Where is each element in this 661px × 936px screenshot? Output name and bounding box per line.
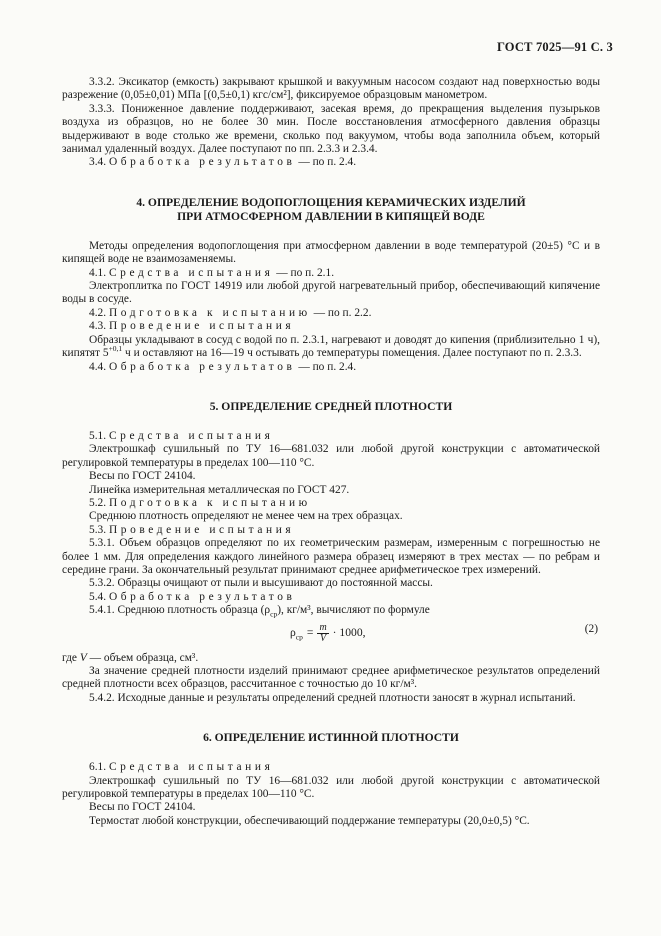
clause-number: 4.1.	[89, 266, 107, 279]
formula-number: (2)	[584, 622, 598, 635]
paragraph-5-3	[62, 524, 600, 537]
clause-heading: Средства испытания	[108, 266, 274, 279]
paragraph-4-3-text: Образцы укладывают в сосуд с водой по п. 2.3.1, нагревают и доводят до кипения (приблизительно 1 ч), кипятят $5^{+0,1}$ ч и оставляют на 16—19 ч остывать до температуры помещения. Далее поступают по п. 2.3.3.	[62, 333, 600, 360]
clause-number: 5.3.	[89, 523, 107, 536]
paragraph-5-4-1-text: За значение средней плотности изделий принимают среднее арифметическое результатов определений средней плотности всех образцов, рассчитанное с точностью до 10 кг/м³.	[62, 665, 600, 691]
formula-2	[62, 620, 600, 648]
clause-heading: Средства испытания	[108, 761, 274, 774]
section-4-title-line2: ПРИ АТМОСФЕРНОМ ДАВЛЕНИИ В КИПЯЩЕЙ ВОДЕ	[177, 209, 485, 223]
document-body	[62, 76, 600, 828]
paragraph-4-2	[62, 307, 600, 320]
formula-expression: $\rho_{ср}$ = $\frac{m}{V}$ · 1000,	[290, 621, 366, 644]
paragraph-5-4-2: 5.4.2. Исходные данные и результаты определений средней плотности заносят в журнал испытаний.	[89, 691, 576, 704]
paragraph-5-1-text2: Весы по ГОСТ 24104.	[89, 470, 196, 483]
paragraph-5-1-text1: Электрошкаф сушильный по ТУ 16—681.032 или любой другой конструкции с автоматической регулировкой температуры в пределах 100—110 °С.	[62, 443, 600, 469]
clause-reference: — по п. 2.4.	[298, 156, 357, 169]
section-4-intro: Методы определения водопоглощения при атмосферном давлении в воде температурой (20±5) °С и в кипящей воде не взаимозаменяемы.	[62, 239, 600, 266]
section-5-title: 5. ОПРЕДЕЛЕНИЕ СРЕДНЕЙ ПЛОТНОСТИ	[209, 399, 453, 413]
section-6-title: 6. ОПРЕДЕЛЕНИЕ ИСТИННОЙ ПЛОТНОСТИ	[203, 731, 459, 745]
clause-number: 6.1.	[89, 761, 107, 774]
clause-reference: — по п. 2.1.	[276, 266, 335, 279]
paragraph-5-1-text3: Линейка измерительная металлическая по ГОСТ 427.	[89, 483, 350, 496]
paragraph-5-2-text: Среднюю плотность определяют не менее чем на трех образцах.	[89, 510, 403, 523]
section-4-title-line1: 4. ОПРЕДЕЛЕНИЕ ВОДОПОГЛОЩЕНИЯ КЕРАМИЧЕСКИХ ИЗДЕЛИЙ	[136, 195, 526, 209]
paragraph-5-4	[62, 591, 600, 604]
paragraph-4-4	[62, 361, 600, 374]
clause-reference: — по п. 2.4.	[298, 360, 357, 373]
clause-heading: Средства испытания	[108, 429, 274, 442]
clause-number: 4.2.	[89, 306, 107, 319]
paragraph-6-1-text1: Электрошкаф сушильный по ТУ 16—681.032 или любой другой конструкции с автоматической регулировкой температуры в пределах 100—110 °С.	[62, 774, 600, 801]
clause-heading: Проведение испытания	[108, 523, 295, 536]
formula-fraction: $\frac{m}{V}$	[319, 621, 327, 644]
clause-heading: Подготовка к испытанию	[108, 496, 311, 509]
paragraph-5-3-2: 5.3.2. Образцы очищают от пыли и высушивают до постоянной массы.	[89, 577, 433, 590]
paragraph-6-1-text3: Термостат любой конструкции, обеспечивающий поддержание температуры (20,0±0,5) °С.	[89, 814, 530, 827]
clause-heading: Проведение испытания	[108, 320, 295, 333]
clause-heading: Обработка результатов	[108, 360, 296, 373]
paragraph-5-3-1: 5.3.1. Объем образцов определяют по их геометрическим размерам, измеренным с погрешностью не более 1 мм. Для определения каждого линейного размера образец измеряют в трех местах — по ребрам и середине грани. За окончательный результат принимают среднее арифметическое трех измерений.	[62, 537, 600, 576]
paragraph-5-1	[62, 430, 600, 443]
paragraph-4-1	[62, 267, 600, 280]
clause-number: 5.2.	[89, 496, 107, 509]
clause-number: 5.4.	[89, 590, 107, 603]
clause-heading: Обработка результатов	[108, 590, 296, 603]
paragraph-6-1	[62, 761, 600, 774]
paragraph-4-3	[62, 320, 600, 333]
paragraph-6-1-text2: Весы по ГОСТ 24104.	[89, 801, 196, 814]
clause-number: 5.1.	[89, 429, 107, 442]
clause-number: 3.4.	[89, 156, 107, 169]
clause-heading: Обработка результатов	[108, 156, 296, 169]
clause-number: 4.3.	[89, 320, 107, 333]
clause-heading: Подготовка к испытанию	[108, 306, 311, 319]
paragraph-5-4-1: 5.4.1. Среднюю плотность образца $(\rho_{ср})$, кг/м³, вычисляют по формуле	[89, 604, 430, 619]
clause-reference: — по п. 2.2.	[313, 306, 372, 319]
paragraph-3-4	[62, 156, 600, 169]
paragraph-5-2	[62, 497, 600, 510]
formula-where: где V — объем образца, см³.	[62, 651, 199, 664]
page-header: ГОСТ 7025—91 С. 3	[496, 40, 613, 54]
paragraph-3-3-3: 3.3.3. Пониженное давление поддерживают, засекая время, до прекращения выделения пузырьков воздуха из образцов, но не более 30 мин. После восстановления атмосферного давления образцы выдерживают в воде столько же времени, сколько под вакуумом, чтобы вода заполнила объем, который занимал удаленный воздух. Далее поступают по пп. 2.3.3 и 2.3.4.	[62, 102, 600, 156]
clause-number: 4.4.	[89, 360, 107, 373]
paragraph-4-1-text: Электроплитка по ГОСТ 14919 или любой другой нагревательный прибор, обеспечивающий кипячение воды в сосуде.	[62, 280, 600, 306]
paragraph-3-3-2: 3.3.2. Эксикатор (емкость) закрывают крышкой и вакуумным насосом создают над поверхностью воды разрежение (0,05±0,01) МПа [(0,5±0,1) кгс/см²], фиксируемое образцовым манометром.	[62, 76, 600, 102]
